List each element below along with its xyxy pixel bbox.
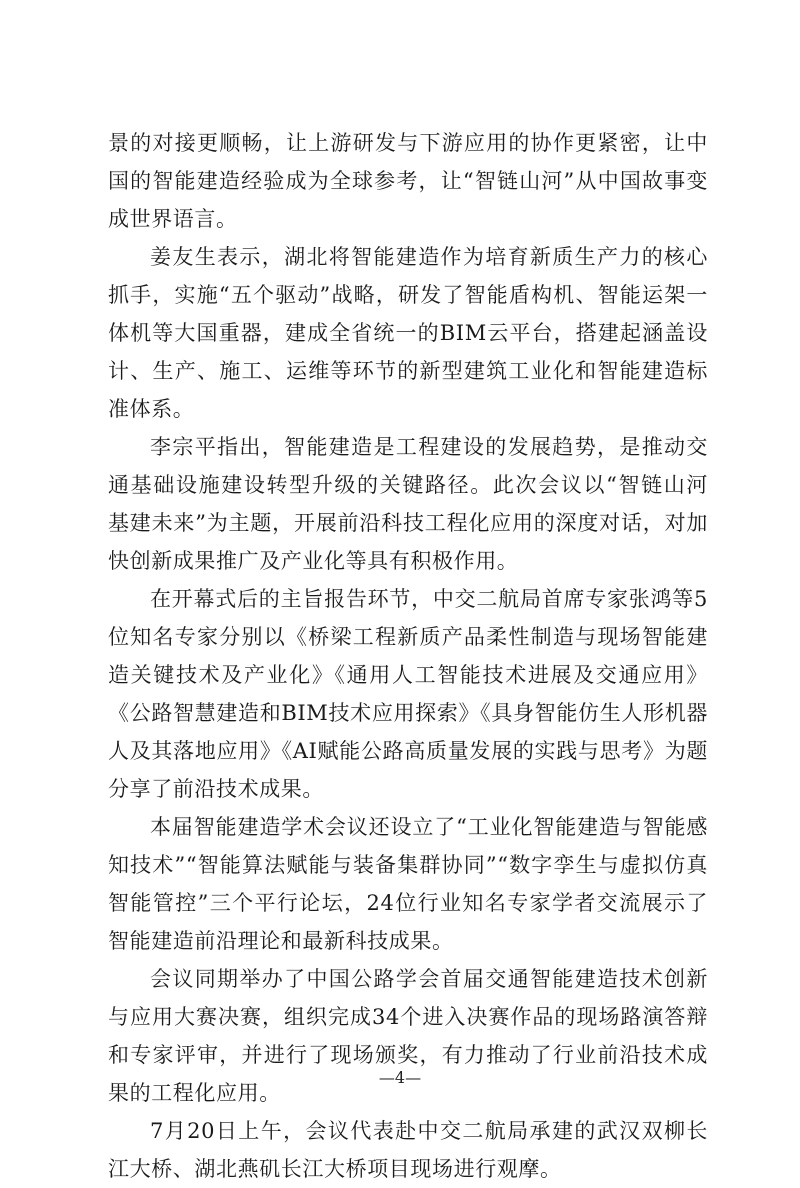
paragraph-jiang-yousheng: 姜友生表示，湖北将智能建造作为培育新质生产力的核心抓手，实施“五个驱动”战略，研发了智能盾构机、智能运架一体机等大国重器，建成全省统一的BIM云平台，搭建起涵盖设计、生产、施工、运维等环节的新型建筑工业化和智能建造标准体系。 bbox=[108, 245, 708, 421]
paragraph-li-zongping: 李宗平指出，智能建造是工程建设的发展趋势，是推动交通基础设施建设转型升级的关键路径。此次会议以“智链山河 基建未来”为主题，开展前沿科技工程化应用的深度对话，对加快创新成果推广及产业化等具有积极作用。 bbox=[108, 435, 708, 573]
paragraph-keynote-reports: 在开幕式后的主旨报告环节，中交二航局首席专家张鸿等5位知名专家分别以《桥梁工程新质产品柔性制造与现场智能建造关键技术及产业化》《通用人工智能技术进展及交通应用》《公路智慧建造和BIM技术应用探索》《具身智能仿生人形机器人及其落地应用》《AI赋能公路高质量发展的实践与思考》为题分享了前沿技术成果。 bbox=[108, 587, 708, 801]
paragraph-parallel-forums: 本届智能建造学术会议还设立了“工业化智能建造与智能感知技术”“智能算法赋能与装备集群协同”“数字孪生与虚拟仿真智能管控”三个平行论坛，24位行业知名专家学者交流展示了智能建造前沿理论和最新科技成果。 bbox=[108, 815, 708, 953]
body-text bbox=[108, 124, 708, 1188]
page-number: —4— bbox=[378, 1068, 422, 1087]
paragraph-competition: 会议同期举办了中国公路学会首届交通智能建造技术创新与应用大赛决赛，组织完成34个进入决赛作品的现场路演答辩和专家评审，并进行了现场颁奖，有力推动了行业前沿技术成果的工程化应用。 bbox=[108, 967, 708, 1105]
paragraph-site-visit: 7月20日上午，会议代表赴中交二航局承建的武汉双柳长江大桥、湖北燕矶长江大桥项目现场进行观摩。 bbox=[108, 1119, 708, 1181]
paragraph-continuation: 景的对接更顺畅，让上游研发与下游应用的协作更紧密，让中国的智能建造经验成为全球参考，让“智链山河”从中国故事变成世界语言。 bbox=[108, 131, 708, 231]
